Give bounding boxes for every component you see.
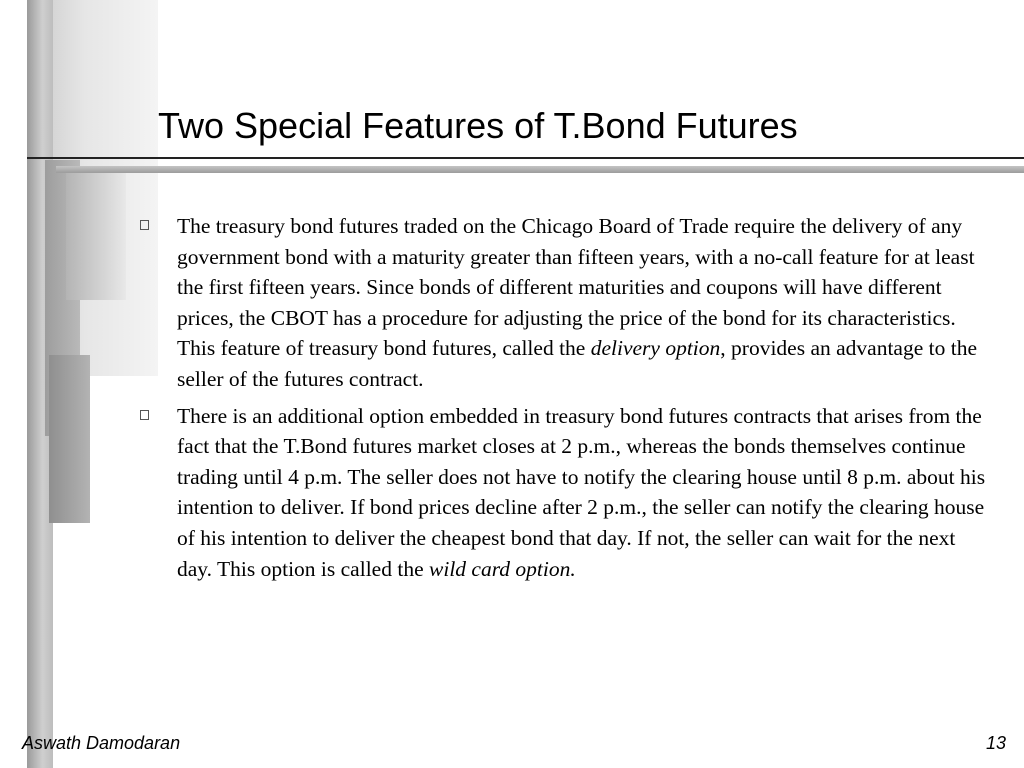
slide-title: Two Special Features of T.Bond Futures (158, 105, 798, 146)
bullet-square-icon (140, 410, 149, 420)
bullet-item (140, 211, 990, 395)
decorative-bar (66, 172, 126, 300)
bullet-text: , provides an advantage to the seller of the futures contract. (177, 336, 978, 391)
bullet-text: The treasury bond futures traded on the Chicago Board of Trade require the delivery of any government bond with a maturity greater than fifteen years, with a no-call feature for at least the first fifteen years. Since bonds of different maturities and coupons will have different prices, the CBOT has a procedure for adjusting the price of the bond for its characteristics. This feature of treasury bond futures, called the (177, 214, 975, 361)
decorative-bar (49, 355, 90, 523)
title-rule (27, 157, 1024, 159)
bullet-emphasis: wild card option. (429, 556, 576, 581)
footer-author: Aswath Damodaran (22, 733, 181, 753)
bullet-item (140, 401, 990, 585)
bullet-list (140, 211, 990, 590)
bullet-text: There is an additional option embedded in treasury bond futures contracts that arises from the fact that the T.Bond futures market closes at 2 p.m., whereas the bonds themselves continue trading until 4 p.m. The seller does not have to notify the clearing house until 8 p.m. about his intention to deliver. If bond prices decline after 2 p.m., the seller can notify the clearing house of his intention to deliver the cheapest bond that day. If not, the seller can wait for the next day. This option is called the (177, 403, 986, 581)
bullet-emphasis: delivery option (590, 336, 721, 361)
page-number: 13 (985, 733, 1006, 753)
bullet-square-icon (140, 220, 149, 230)
title-shadow-rule (56, 166, 1024, 173)
